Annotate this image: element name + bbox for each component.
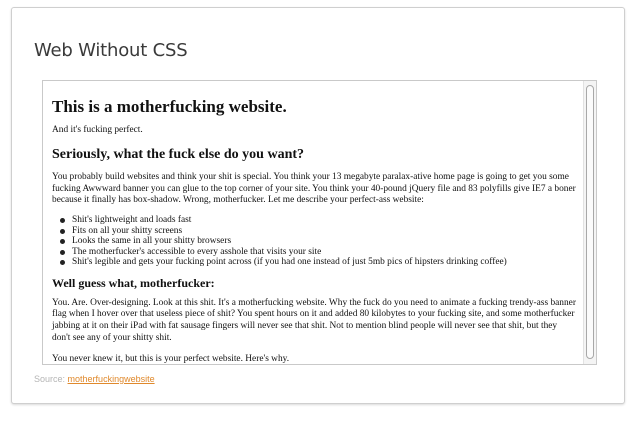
vertical-scrollbar[interactable] [583, 81, 596, 364]
website-screenshot-frame [42, 80, 597, 365]
scrollbar-thumb[interactable] [586, 85, 594, 359]
list-item: Shit's lightweight and loads fast [72, 215, 577, 226]
list-item: Shit's legible and gets your fucking point across (if you had one instead of just 5mb pics of hipsters drinking coffee) [72, 257, 577, 268]
website-paragraph-3: You never knew it, but this is your perfect website. Here's why. [52, 353, 290, 364]
list-item: The motherfucker's accessible to every asshole that visits your site [72, 247, 577, 258]
source-label: Source: [34, 374, 66, 384]
website-subheading: Seriously, what the fuck else do you want? [52, 146, 305, 162]
website-heading: This is a motherfucking website. [52, 97, 287, 116]
website-subheading-2: Well guess what, motherfucker: [52, 275, 215, 290]
list-item: Fits on all your shitty screens [72, 226, 577, 237]
website-paragraph-2: You. Are. Over-designing. Look at this shit. It's a motherfucking website. Why the fuck do you need to animate a fucking trendy-ass banner flag when I hover over that useless piece of shit? You spent hours on it and added 80 kilobytes to your fucking site, and some motherfucker jabbing at it on their iPad with fat sausage fingers will never see that shit. Not to mention blind people will never see that shit, but they don't see any of your shitty shit. [52, 297, 576, 344]
source-link[interactable]: motherfuckingwebsite [67, 374, 155, 384]
website-content [52, 88, 577, 365]
slide-title: Web Without CSS [34, 40, 188, 61]
list-item: Looks the same in all your shitty browsers [72, 236, 577, 247]
website-intro: And it's fucking perfect. [52, 125, 143, 135]
source-credit [34, 374, 155, 384]
website-paragraph-1: You probably build websites and think your shit is special. You think your 13 megabyte paralax-ative home page is going to get you some fucking Awwward banner you can glue to the top corner of your site. You think your 40-pound jQuery file and 83 polyfills give IE7 a boner because it finally has box-shadow. Wrong, motherfucker. Let me describe your perfect-ass website: [52, 171, 576, 206]
website-bullet-list [52, 215, 577, 268]
